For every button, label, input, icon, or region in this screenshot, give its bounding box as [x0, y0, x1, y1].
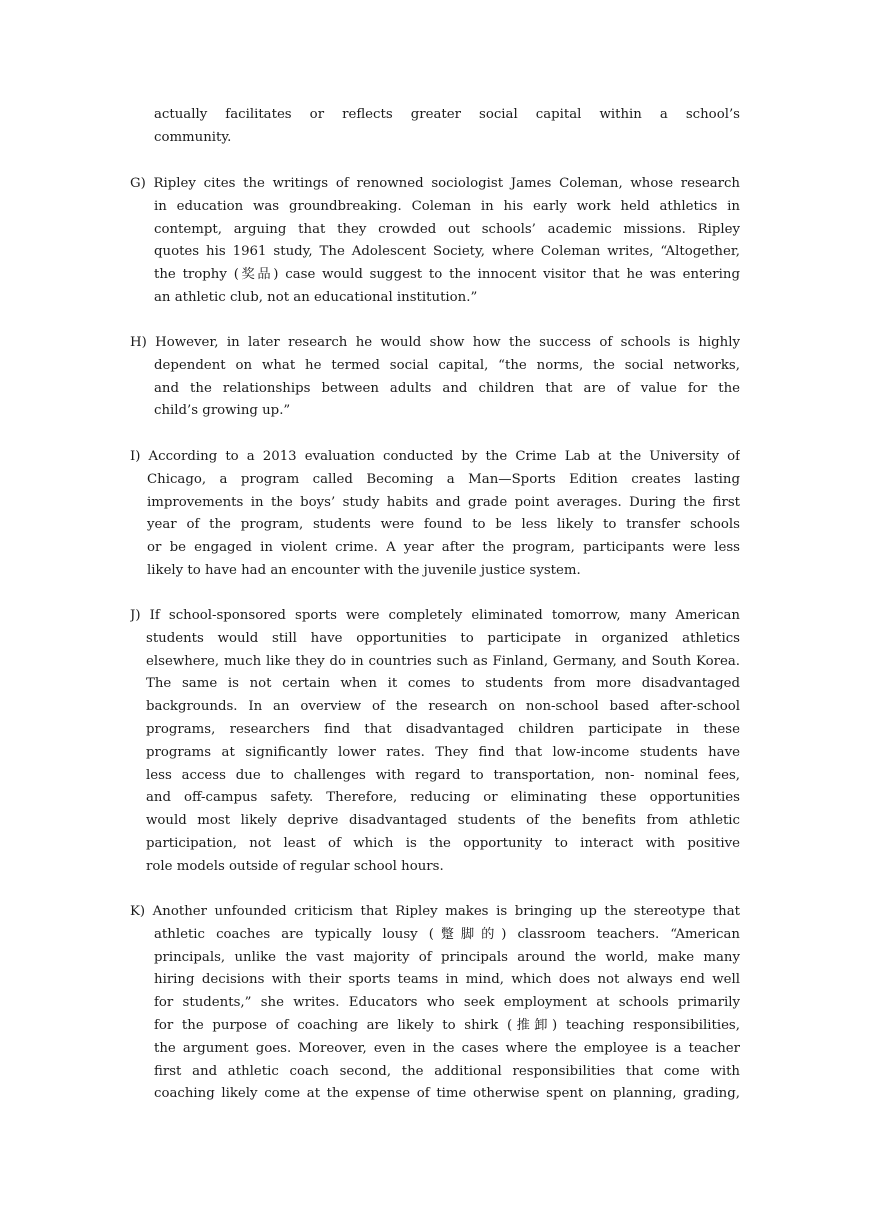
paragraph-j: [130, 605, 740, 879]
text-line: would most likely deprive disadvantaged students of the benefits from athletic: [146, 813, 740, 829]
text-line: programs, researchers find that disadvantaged children participate in these: [146, 721, 740, 737]
text-line: less access due to challenges with regard to transportation, non- nominal fees,: [146, 767, 740, 783]
text-line: participation, not least of which is the opportunity to interact with positive: [146, 835, 740, 851]
text-line: hiring decisions with their sports teams in mind, which does not always end well: [154, 972, 740, 988]
text-line: students would still have opportunities to participate in organized athletics: [146, 630, 740, 646]
text-line: for students,” she writes. Educators who seek employment at schools primarily: [154, 995, 740, 1011]
text-line: first and athletic coach second, the additional responsibilities that come with: [154, 1063, 740, 1079]
text-line: and off-campus safety. Therefore, reducing or eliminating these opportunities: [146, 790, 740, 806]
text-line: The same is not certain when it comes to students from more disadvantaged: [146, 676, 740, 692]
text-line: backgrounds. In an overview of the research on non-school based after-school: [146, 699, 740, 715]
text-line: for the purpose of coaching are likely to shirk (推卸) teaching responsibilities,: [154, 1017, 740, 1033]
paragraph-i: [130, 446, 740, 583]
text-line: contempt, arguing that they crowded out schools’ academic missions. Ripley: [154, 221, 740, 237]
text-line: and the relationships between adults and children that are of value for the: [154, 380, 740, 396]
text-line: quotes his 1961 study, The Adolescent Society, where Coleman writes, “Altogether,: [154, 244, 740, 260]
text-line: principals, unlike the vast majority of principals around the world, make many: [154, 949, 740, 965]
text-line: programs at significantly lower rates. They find that low-income students have: [146, 744, 740, 760]
text-line: or be engaged in violent crime. A year after the program, participants were less: [147, 540, 740, 556]
text-line: improvements in the boys’ study habits and grade point averages. During the first: [147, 494, 740, 510]
text-line: athletic coaches are typically lousy (蹩脚的) classroom teachers. “American: [154, 926, 740, 942]
text-line: J) If school-sponsored sports were completely eliminated tomorrow, many American: [130, 608, 740, 623]
paragraph-g: [130, 173, 740, 310]
text-line: child’s growing up.”: [154, 403, 291, 419]
text-line: role models outside of regular school hours.: [146, 858, 444, 874]
text-line: community.: [154, 129, 232, 145]
text-line: G) Ripley cites the writings of renowned sociologist James Coleman, whose research: [130, 176, 740, 191]
text-line: in education was groundbreaking. Coleman in his early work held athletics in: [154, 198, 740, 214]
text-line: elsewhere, much like they do in countries such as Finland, Germany, and South Korea.: [146, 653, 740, 669]
text-line: K) Another unfounded criticism that Ripley makes is bringing up the stereotype that: [130, 904, 740, 919]
paragraph-h: [130, 332, 740, 423]
text-line: H) However, in later research he would show how the success of schools is highly: [130, 335, 740, 350]
text-line: dependent on what he termed social capital, “the norms, the social networks,: [154, 357, 740, 373]
paragraph-k: [130, 901, 740, 1106]
text-line: I) According to a 2013 evaluation conducted by the Crime Lab at the University of: [130, 449, 740, 464]
text-line: Chicago, a program called Becoming a Man—Sports Edition creates lasting: [147, 471, 740, 487]
text-line: year of the program, students were found to be less likely to transfer schools: [147, 517, 740, 533]
text-line: likely to have had an encounter with the juvenile justice system.: [147, 562, 581, 578]
paragraph-f-continuation: [130, 104, 740, 150]
text-line: the trophy (奖品) case would suggest to the innocent visitor that he was entering: [154, 267, 740, 283]
text-line: actually facilitates or reflects greater social capital within a school’s: [154, 107, 740, 122]
text-line: the argument goes. Moreover, even in the cases where the employee is a teacher: [154, 1040, 740, 1056]
text-line: coaching likely come at the expense of time otherwise spent on planning, grading,: [154, 1086, 740, 1102]
text-line: an athletic club, not an educational institution.”: [154, 289, 478, 305]
